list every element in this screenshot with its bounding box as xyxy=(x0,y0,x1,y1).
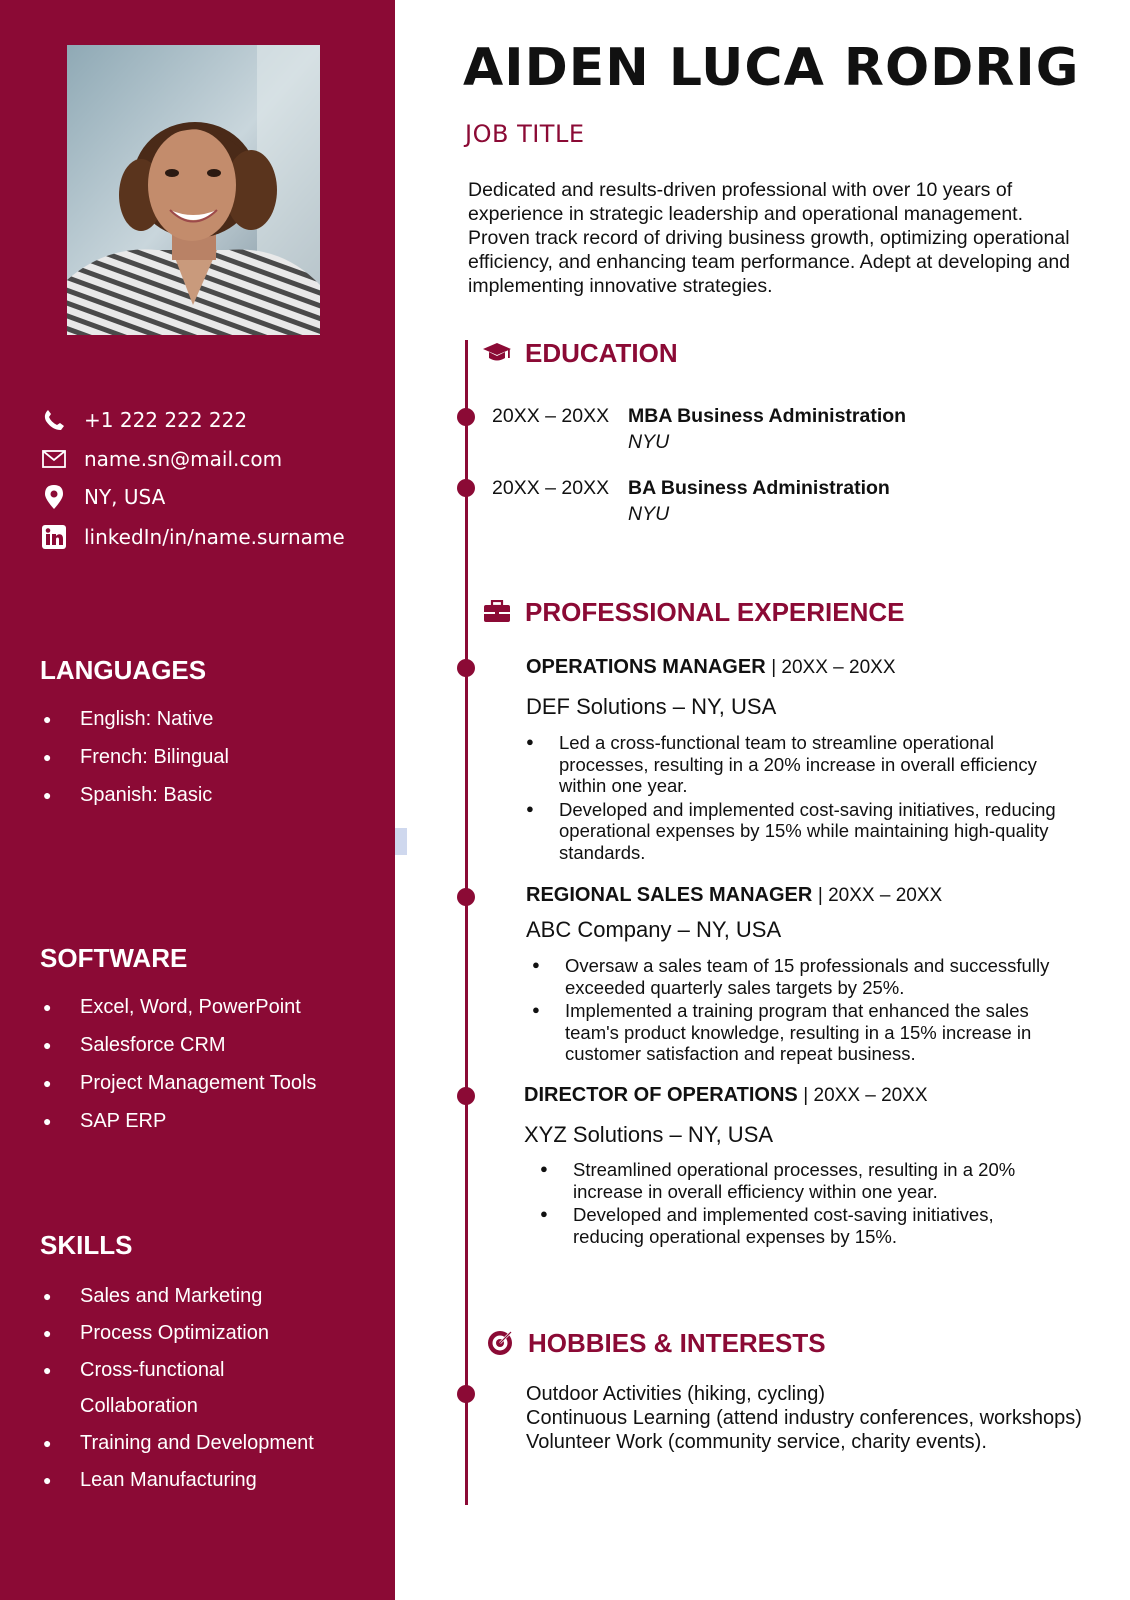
hobby-item: Volunteer Work (community service, charity events). xyxy=(526,1431,987,1453)
skill-item: Sales and Marketing xyxy=(80,1285,263,1307)
job-bullet: Streamlined operational processes, resulting in a 20% increase in overall efficiency within one year. xyxy=(573,1159,1016,1202)
education-degree: BA Business Administration xyxy=(628,477,890,499)
candidate-name: AIDEN LUCA RODRIG xyxy=(463,38,1080,98)
experience-heading xyxy=(481,596,905,628)
list-item: ● French: Bilingual xyxy=(43,746,229,768)
timeline-dot xyxy=(457,659,475,677)
education-school: NYU xyxy=(628,431,670,453)
contact-email-text: name.sn@mail.com xyxy=(84,447,283,471)
linkedin-icon xyxy=(40,523,68,551)
skill-item: Training and Development xyxy=(80,1432,314,1454)
software-list xyxy=(40,993,380,1145)
job-bullet: Oversaw a sales team of 15 professionals and successfully exceeded quarterly sales targets by 25%. xyxy=(565,955,1050,998)
job-bullet: Led a cross-functional team to streamline operational processes, resulting in a 20% increase in overall efficiency within one year. xyxy=(559,732,1037,796)
contact-phone-text: +1 222 222 222 xyxy=(84,408,248,432)
education-heading xyxy=(481,337,678,369)
job-company: XYZ Solutions – NY, USA xyxy=(524,1122,774,1147)
map-pin-icon xyxy=(40,483,68,511)
profile-summary: Dedicated and results-driven professional with over 10 years of experience in strategic leadership and operational management. Proven track record of driving business growth, optimizing operational efficiency, and enhancing team performance. Adept at developing and implementing innovative strategies. xyxy=(468,179,1071,297)
contact-location-text: NY, USA xyxy=(84,485,166,509)
text-selection-highlight xyxy=(395,828,407,855)
job-heading xyxy=(524,1084,928,1107)
job-years: | 20XX – 20XX xyxy=(817,885,943,906)
list-item: ● Developed and implemented cost-saving initiatives, reducing operational expenses by 15% while maintaining high-quality standards. xyxy=(526,798,1056,863)
education-heading-text: EDUCATION xyxy=(525,337,678,368)
timeline-dot xyxy=(457,1385,475,1403)
hobbies-list xyxy=(526,1382,1082,1454)
software-item: SAP ERP xyxy=(80,1110,167,1132)
list-item: ● Cross-functional Collaboration xyxy=(43,1359,225,1417)
job-heading xyxy=(526,884,942,907)
job-company: ABC Company – NY, USA xyxy=(526,917,782,942)
education-years: 20XX – 20XX xyxy=(492,477,610,499)
skill-item: Cross-functional Collaboration xyxy=(80,1359,225,1417)
experience-heading-text: PROFESSIONAL EXPERIENCE xyxy=(525,596,905,627)
language-item: Spanish: Basic xyxy=(80,784,213,806)
job-bullets xyxy=(532,955,1052,1067)
hobby-item: Continuous Learning (attend industry conferences, workshops) xyxy=(526,1407,1082,1429)
timeline-dot xyxy=(457,408,475,426)
profile-photo xyxy=(67,45,320,335)
list-item: ● Salesforce CRM xyxy=(43,1034,226,1056)
language-item: English: Native xyxy=(80,708,214,730)
job-heading xyxy=(526,656,896,679)
skills-heading: SKILLS xyxy=(40,1230,133,1260)
software-item: Salesforce CRM xyxy=(80,1034,226,1056)
education-degree: MBA Business Administration xyxy=(628,405,907,427)
list-item: ● Excel, Word, PowerPoint xyxy=(43,996,301,1018)
timeline-dot xyxy=(457,888,475,906)
job-bullets xyxy=(540,1159,1040,1249)
job-years: | 20XX – 20XX xyxy=(803,1085,928,1106)
contact-phone xyxy=(40,405,247,435)
job-bullet: Developed and implemented cost-saving initiatives, reducing operational expenses by 15% while maintaining high-quality standards. xyxy=(559,798,1056,863)
list-item: ● Spanish: Basic xyxy=(43,784,213,806)
job-role: REGIONAL SALES MANAGER xyxy=(526,884,813,906)
list-item: ● SAP ERP xyxy=(43,1110,167,1132)
list-item: ● Led a cross-functional team to streamline operational processes, resulting in a 20% increase in overall efficiency within one year. xyxy=(526,732,1037,796)
job-company: DEF Solutions – NY, USA xyxy=(526,694,777,719)
phone-icon xyxy=(40,406,68,434)
timeline-dot xyxy=(457,479,475,497)
skills-list xyxy=(40,1278,340,1499)
education-school: NYU xyxy=(628,503,670,525)
graduation-cap-icon xyxy=(481,337,513,369)
skill-item: Lean Manufacturing xyxy=(80,1469,257,1491)
list-item: ● Streamlined operational processes, resulting in a 20% increase in overall efficiency within one year. xyxy=(540,1159,1016,1202)
list-item: ● Sales and Marketing xyxy=(43,1285,263,1307)
language-item: French: Bilingual xyxy=(80,746,229,768)
contact-email xyxy=(40,444,282,474)
job-role: OPERATIONS MANAGER xyxy=(526,656,766,678)
briefcase-icon xyxy=(481,596,513,628)
list-item: ● Project Management Tools xyxy=(43,1072,317,1094)
envelope-icon xyxy=(40,445,68,473)
hobbies-heading xyxy=(484,1327,826,1359)
job-years: | 20XX – 20XX xyxy=(771,657,896,678)
software-item: Project Management Tools xyxy=(80,1072,317,1094)
education-years: 20XX – 20XX xyxy=(492,405,610,427)
software-heading: SOFTWARE xyxy=(40,943,188,973)
list-item: ● Training and Development xyxy=(43,1432,314,1454)
list-item: ● Implemented a training program that enhanced the sales team's product knowledge, resulting in a 15% increase in customer satisfaction and repeat business. xyxy=(532,1000,1032,1064)
list-item: ● Process Optimization xyxy=(43,1322,269,1344)
timeline-line xyxy=(465,340,468,1505)
hobby-item: Outdoor Activities (hiking, cycling) xyxy=(526,1383,826,1405)
skill-item: Process Optimization xyxy=(80,1322,269,1344)
job-bullet: Implemented a training program that enhanced the sales team's product knowledge, resulting in a 15% increase in customer satisfaction and repeat business. xyxy=(565,1000,1032,1064)
contact-linkedin-text[interactable]: linkedIn/in/name.surname xyxy=(84,525,345,549)
hobbies-heading-text: HOBBIES & INTERESTS xyxy=(528,1327,826,1358)
list-item: ● Oversaw a sales team of 15 professionals and successfully exceeded quarterly sales targets by 25%. xyxy=(532,955,1050,998)
job-role: DIRECTOR OF OPERATIONS xyxy=(524,1084,798,1106)
job-title: JOB TITLE xyxy=(465,120,585,148)
list-item: ● Developed and implemented cost-saving initiatives, reducing operational expenses by 15%. xyxy=(540,1204,994,1247)
software-item: Excel, Word, PowerPoint xyxy=(80,996,301,1018)
contact-linkedin[interactable] xyxy=(40,522,345,552)
job-bullet: Developed and implemented cost-saving initiatives, reducing operational expenses by 15%. xyxy=(573,1204,994,1247)
contact-location xyxy=(40,482,165,512)
sidebar xyxy=(0,0,395,1600)
languages-heading: LANGUAGES xyxy=(40,655,207,685)
job-bullets xyxy=(526,732,1086,865)
target-icon xyxy=(484,1327,516,1359)
list-item: ● English: Native xyxy=(43,708,214,730)
list-item: ● Lean Manufacturing xyxy=(43,1469,257,1491)
languages-list xyxy=(40,705,380,819)
timeline-dot xyxy=(457,1087,475,1105)
